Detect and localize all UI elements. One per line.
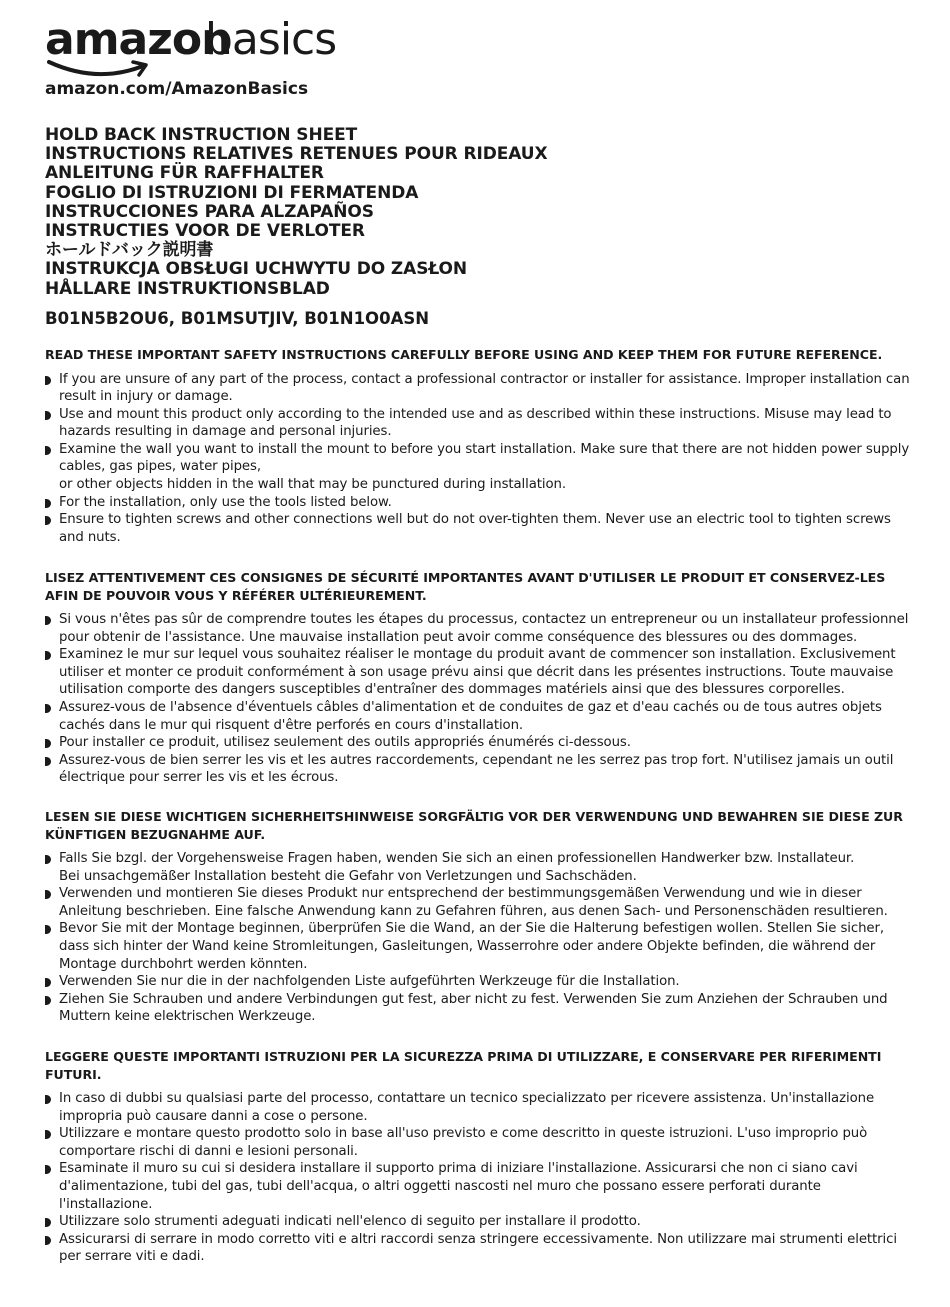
bullet-text: Examinez le mur sur lequel vous souhaitez réaliser le montage du produit avant de commencer son installation. Exclusivement utiliser et monter ce produit conformément à son usage prévu ainsi que décrit dans les présentes instructions. Toute mauvaise utilisation comporte des dangers susceptibles d'entraîner des dommages matériels ainsi que des blessures corporelles. <box>59 647 896 698</box>
bullet-list <box>45 611 913 787</box>
title-french: INSTRUCTIONS RELATIVES RETENUES POUR RIDEAUX <box>45 144 548 165</box>
list-item <box>45 1160 913 1213</box>
bullet-icon <box>45 1236 51 1245</box>
bullet-icon <box>45 411 51 420</box>
title-german: ANLEITUNG FÜR RAFFHALTER <box>45 163 324 184</box>
list-item <box>45 611 913 646</box>
title-italian: FOGLIO DI ISTRUZIONI DI FERMATENDA <box>45 182 419 203</box>
list-item <box>45 1231 913 1266</box>
amazon-basics-logo <box>45 14 345 78</box>
title-polish: INSTRUKCJA OBSŁUGI UCHWYTU DO ZASŁON <box>45 259 468 280</box>
bullet-text: Bevor Sie mit der Montage beginnen, überprüfen Sie die Wand, an der Sie die Halterung befestigen wollen. Stellen Sie sicher, dass sich hinter der Wand keine Stromleitungen, Gasleitungen, Wasserrohre oder andere Objekte befinden, die während der Montage durchbohrt werden könnten. <box>59 921 884 972</box>
list-item <box>45 441 913 494</box>
bullet-text: Examine the wall you want to install the mount to before you start installation. Make sure that there are not hidden power supply cables, gas pipes, water pipes, or other objects hidden in the wall that may be punctured during installation. <box>59 441 910 493</box>
list-item <box>45 1090 913 1125</box>
title-swedish: HÅLLARE INSTRUKTIONSBLAD <box>45 278 330 299</box>
smile-arrow-icon <box>47 58 157 80</box>
list-item <box>45 494 913 512</box>
bullet-text: Si vous n'êtes pas sûr de comprendre toutes les étapes du processus, contactez un entrepreneur ou un installateur professionnel pour obtenir de l'assistance. Une mauvaise installation peut avoir comme conséquence des blessures ou des dommages. <box>59 612 909 645</box>
bullet-icon <box>45 996 51 1005</box>
bullet-icon <box>45 1095 51 1104</box>
bullet-icon <box>45 516 51 525</box>
bullet-text: Pour installer ce produit, utilisez seulement des outils appropriés énumérés ci-dessous. <box>59 735 631 751</box>
list-item <box>45 973 913 991</box>
bullet-text: In caso di dubbi su qualsiasi parte del processo, contattare un tecnico specializzato per ricevere assistenza. Un'installazione impropria può causare danni a cose o persone. <box>59 1091 875 1124</box>
bullet-text: Utilizzare solo strumenti adeguati indicati nell'elenco di seguito per installare il prodotto. <box>59 1214 641 1230</box>
bullet-icon <box>45 890 51 899</box>
list-item <box>45 646 913 699</box>
bullet-icon <box>45 978 51 987</box>
bullet-text: Esaminate il muro su cui si desidera installare il supporto prima di iniziare l'installazione. Assicurarsi che non ci siano cavi d'alimentazione, tubi del gas, tubi dell'acqua, o altri oggetti nascosti nel muro che possano essere perforati durante l'installazione. <box>59 1161 858 1212</box>
bullet-text: Assurez-vous de bien serrer les vis et les autres raccordements, cependant ne les serrez pas trop fort. N'utilisez jamais un outil électrique pour serrer les vis et les écrous. <box>59 752 894 786</box>
bullet-text: Ensure to tighten screws and other connections well but do not over-tighten them. Never use an electric tool to tighten screws and nuts. <box>59 512 891 545</box>
bullet-text: Verwenden und montieren Sie dieses Produkt nur entsprechend der bestimmungsgemäßen Verwendung und wie in dieser Anleitung beschrieben. Eine falsche Anwendung kann zu Gefahren führen, aus denen Sach- und Personenschäden resultieren. <box>59 886 888 919</box>
list-item <box>45 406 913 441</box>
list-item <box>45 885 913 920</box>
bullet-text: Assicurarsi di serrare in modo corretto viti e altri raccordi senza stringere eccessivamente. Non utilizzare mai strumenti elettrici per serrare viti e dadi. <box>59 1231 897 1265</box>
bullet-text: Utilizzare e montare questo prodotto solo in base all'uso previsto e come descritto in queste istruzioni. L'uso improprio può comportare rischi di danni e lesioni personali. <box>59 1126 868 1159</box>
bullet-icon <box>45 446 51 455</box>
bullet-text: Assurez-vous de l'absence d'éventuels câbles d'alimentation et de conduites de gaz et d'eau cachés ou de tous autres objets cachés dans le mur qui risquent d'être perforés en cours d'installation. <box>59 699 882 733</box>
section-heading: LEGGERE QUESTE IMPORTANTI ISTRUZIONI PER LA SICUREZZA PRIMA DI UTILIZZARE, E CONSERVARE PER RIFERIMENTI FUTURI. <box>45 1049 882 1082</box>
bullet-text: Ziehen Sie Schrauben und andere Verbindungen gut fest, aber nicht zu fest. Verwenden Sie zum Anziehen der Schrauben und Muttern keine elektrischen Werkzeuge. <box>59 991 888 1025</box>
bullet-icon <box>45 855 51 864</box>
logo-word-basics: basics <box>205 14 337 65</box>
product-codes: B01N5B2OU6, B01MSUTJIV, B01N1O0ASN <box>45 309 430 328</box>
site-url: amazon.com/AmazonBasics <box>45 79 309 99</box>
list-item <box>45 752 913 787</box>
title-japanese: ホールドバック説明書 <box>45 240 214 261</box>
list-item <box>45 511 913 546</box>
bullet-icon <box>45 739 51 748</box>
title-block <box>45 126 547 299</box>
bullet-text: Falls Sie bzgl. der Vorgehensweise Fragen haben, wenden Sie sich an einen professionellen Handwerker bzw. lnstallateur. Bei unsachgemäßer Installation besteht die Gefahr von Verletzungen und Sachschäden. <box>59 851 855 884</box>
list-item <box>45 734 913 752</box>
bullet-icon <box>45 616 51 625</box>
bullet-icon <box>45 757 51 766</box>
logo-word-amazon: amazon <box>45 14 232 65</box>
list-item <box>45 1125 913 1160</box>
safety-section-german <box>45 808 913 1026</box>
bullet-list <box>45 371 913 547</box>
bullet-icon <box>45 499 51 508</box>
bullet-text: For the installation, only use the tools listed below. <box>59 494 392 510</box>
list-item <box>45 920 913 973</box>
list-item <box>45 1213 913 1231</box>
list-item <box>45 699 913 734</box>
bullet-icon <box>45 376 51 385</box>
section-heading: LESEN SIE DIESE WICHTIGEN SICHERHEITSHINWEISE SORGFÄLTIG VOR DER VERWENDUNG UND BEWAHREN SIE DIESE ZUR KÜNFTIGEN BEZUGNAHME AUF. <box>45 809 903 842</box>
bullet-icon <box>45 704 51 713</box>
title-spanish: INSTRUCCIONES PARA ALZAPAÑOS <box>45 201 374 222</box>
bullet-list <box>45 1090 913 1266</box>
bullet-icon <box>45 925 51 934</box>
bullet-icon <box>45 1130 51 1139</box>
title-english: HOLD BACK INSTRUCTION SHEET <box>45 125 358 145</box>
list-item <box>45 850 913 885</box>
bullet-icon <box>45 1165 51 1174</box>
bullet-icon <box>45 1218 51 1227</box>
bullet-text: Verwenden Sie nur die in der nachfolgenden Liste aufgeführten Werkzeuge für die Installation. <box>59 974 680 990</box>
section-heading: READ THESE IMPORTANT SAFETY INSTRUCTIONS CAREFULLY BEFORE USING AND KEEP THEM FOR FUTURE REFERENCE. <box>45 347 883 362</box>
title-dutch: INSTRUCTIES VOOR DE VERLOTER <box>45 221 365 242</box>
bullet-list <box>45 850 913 1026</box>
safety-section-italian <box>45 1048 913 1266</box>
safety-section-english <box>45 346 913 546</box>
section-heading: LISEZ ATTENTIVEMENT CES CONSIGNES DE SÉCURITÉ IMPORTANTES AVANT D'UTILISER LE PRODUIT ET CONSERVEZ-LES AFIN DE POUVOIR VOUS Y RÉFÉRER ULTÉRIEUREMENT. <box>45 570 886 603</box>
safety-section-french <box>45 569 913 787</box>
bullet-text: If you are unsure of any part of the process, contact a professional contractor or installer for assistance. Improper installation can result in injury or damage. <box>59 371 910 405</box>
list-item <box>45 371 913 406</box>
bullet-icon <box>45 651 51 660</box>
bullet-text: Use and mount this product only according to the intended use and as described within these instructions. Misuse may lead to hazards resulting in damage and personal injuries. <box>59 406 892 440</box>
list-item <box>45 991 913 1026</box>
